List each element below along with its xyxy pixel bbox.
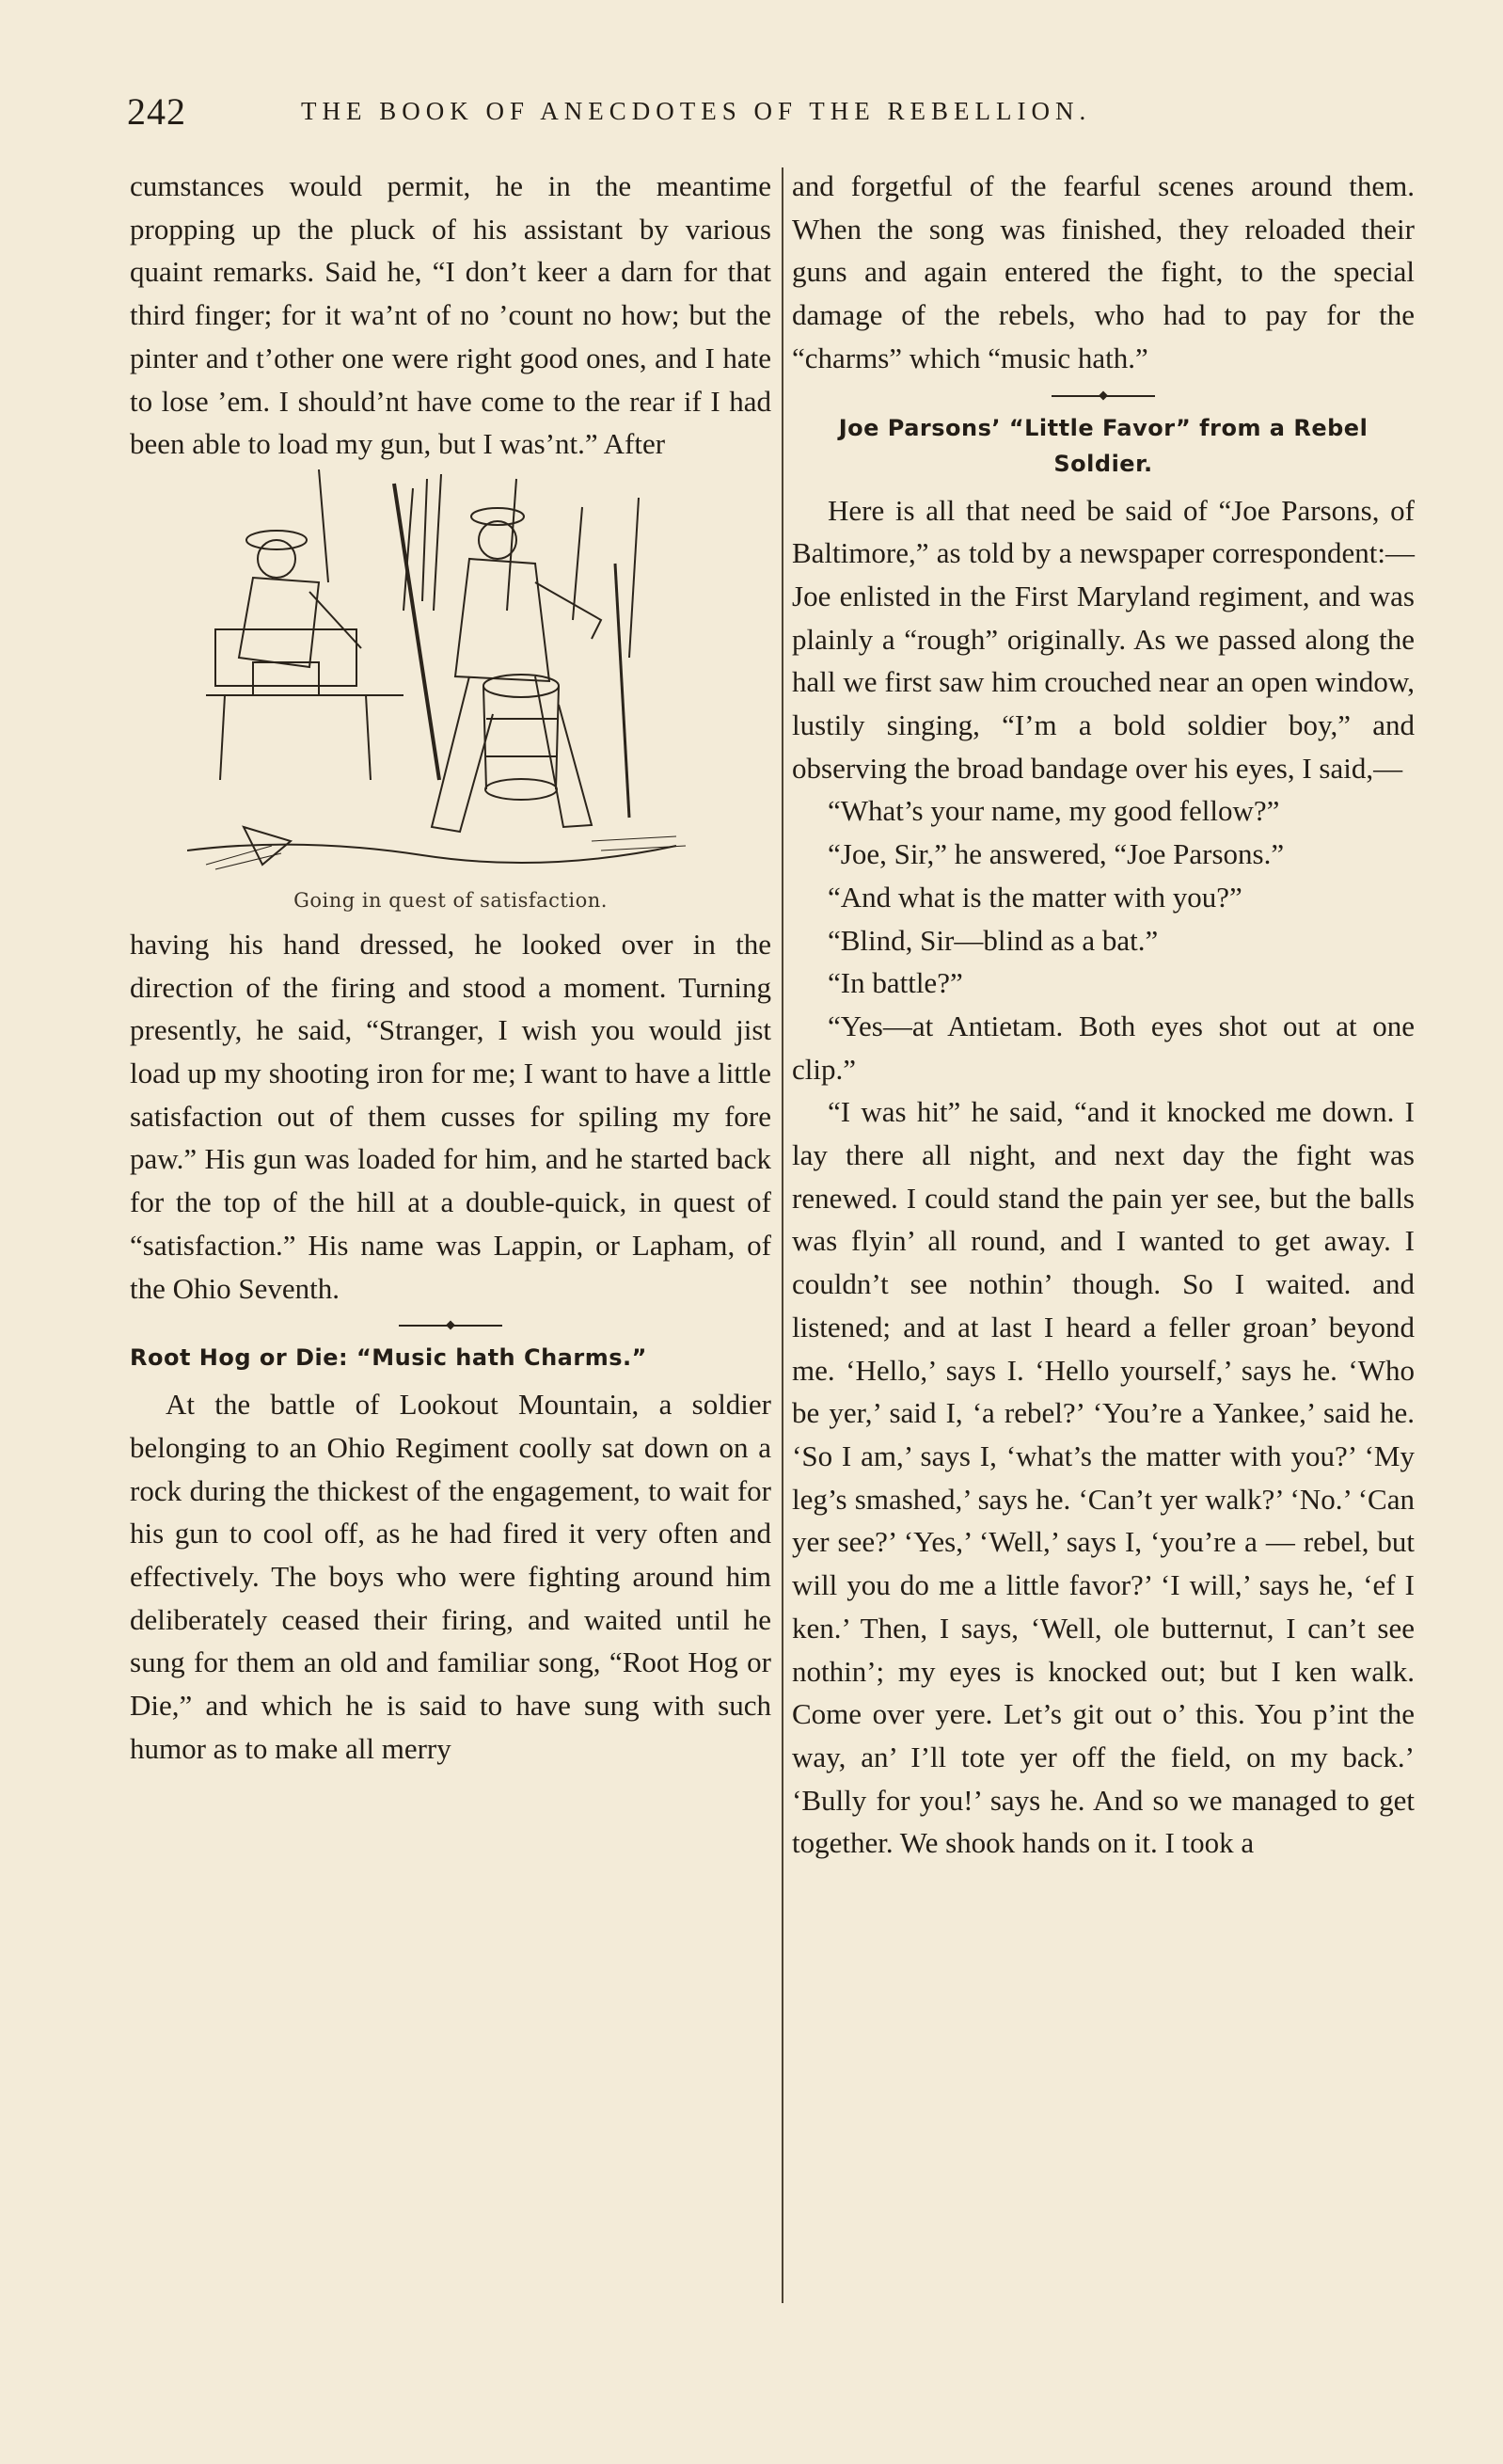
section-heading: Joe Parsons’ “Little Favor” from a Rebel Soldier. [838, 414, 1369, 477]
paragraph: At the battle of Lookout Mountain, a soldier belonging to an Ohio Regiment coolly sat down on a rock during the thickest of the engagement, to wait for his gun to cool off, as he had fired it very often and effectively. The boys who were fighting around him deliberately ceased their firing, and waited until he sung for them an old and familiar song, “Root Hog or Die,” and which he is said to have sung with such humor as to make all merry [130, 1388, 771, 1765]
paragraph: and forgetful of the fearful scenes around them. When the song was finished, they reloaded their guns and again entered the fight, to the special damage of the rebels, who had to pay for the “charms” which “music hath.” [792, 169, 1415, 374]
paragraph: cumstances would permit, he in the meantime propping up the pluck of his assistant by various quaint remarks. Said he, “I don’t keer a darn for that third finger; for it wa’nt of no ’count no how; but the pinter and t’other one were right good ones, and I hate to lose ’em. I should’nt have come to the rear if I had been able to load my gun, but I was’nt.” After [130, 169, 771, 461]
paragraph: “I was hit” he said, “and it knocked me down. I lay there all night, and next day the fight was renewed. I could stand the pain yer see, but the balls was flyin’ all round, and I wanted to get away. I couldn’t see nothin’ though. So I waited. and listened; and at last I heard a feller groan’ beyond me. ‘Hello,’ says I. ‘Hello yourself,’ says he. ‘Who be yer,’ said I, ‘a rebel?’ ‘You’re a Yankee,’ said he. ‘So I am,’ says I, ‘what’s the matter with you?’ ‘My leg’s smashed,’ says he. ‘Can’t yer walk?’ ‘No.’ ‘Can yer see?’ ‘Yes,’ ‘Well,’ says I, ‘you’re a — rebel, but will you do me a little favor?’ ‘I will,’ says he, ‘ef I ken.’ Then, I says, ‘Well, ole butternut, I can’t see nothin’; my eyes is knocked out; but I ken walk. Come over yere. Let’s git out o’ this. You p’int the way, an’ I’ll tote yer off the field, on my back.’ ‘Bully for you!’ says he. And so we managed to get together. We shook hands on it. I took a [792, 1095, 1415, 1860]
page-header [127, 89, 1256, 136]
dialogue-line: “Blind, Sir—blind as a bat.” [828, 923, 1159, 957]
section-separator [399, 1325, 502, 1327]
dialogue-line: “In battle?” [828, 966, 963, 1000]
dialogue-line: “And what is the matter with you?” [828, 880, 1242, 914]
section-separator [1052, 395, 1155, 397]
figure [130, 469, 771, 917]
figure-caption: Going in quest of satisfaction. [293, 888, 608, 912]
paragraph: having his hand dressed, he looked over in the direction of the firing and stood a moment. Turning presently, he said, “Stranger, I wish you would jist load up my shooting iron for me; I want to have a little satisfaction out of them cusses for spiling my fore paw.” His gun was loaded for him, and he started back for the top of the hill at a double-quick, in quest of “satisfaction.” His name was Lappin, or Lapham, of the Ohio Seventh. [130, 927, 771, 1305]
paragraph: Here is all that need be said of “Joe Parsons, of Baltimore,” as told by a newspaper correspondent:—Joe enlisted in the First Maryland regiment, and was plainly a “rough” originally. As we passed along the hall we first saw him crouched near an open window, lustily singing, “I’m a bold soldier boy,” and observing the broad bandage over his eyes, I said,— [792, 493, 1415, 785]
left-column [130, 165, 771, 1771]
column-divider [782, 167, 783, 2303]
section-heading: Root Hog or Die: “Music hath Charms.” [130, 1344, 647, 1372]
right-column [792, 165, 1415, 1865]
page-number: 242 [127, 90, 186, 133]
dialogue-line: “What’s your name, my good fellow?” [828, 794, 1280, 828]
dialogue-line: “Joe, Sir,” he answered, “Joe Parsons.” [828, 837, 1285, 871]
running-title: THE BOOK OF ANECDOTES OF THE REBELLION. [301, 97, 1092, 125]
dialogue-line: “Yes—at Antietam. Both eyes shot out at one clip.” [792, 1009, 1415, 1086]
soldiers-illustration [187, 469, 714, 883]
